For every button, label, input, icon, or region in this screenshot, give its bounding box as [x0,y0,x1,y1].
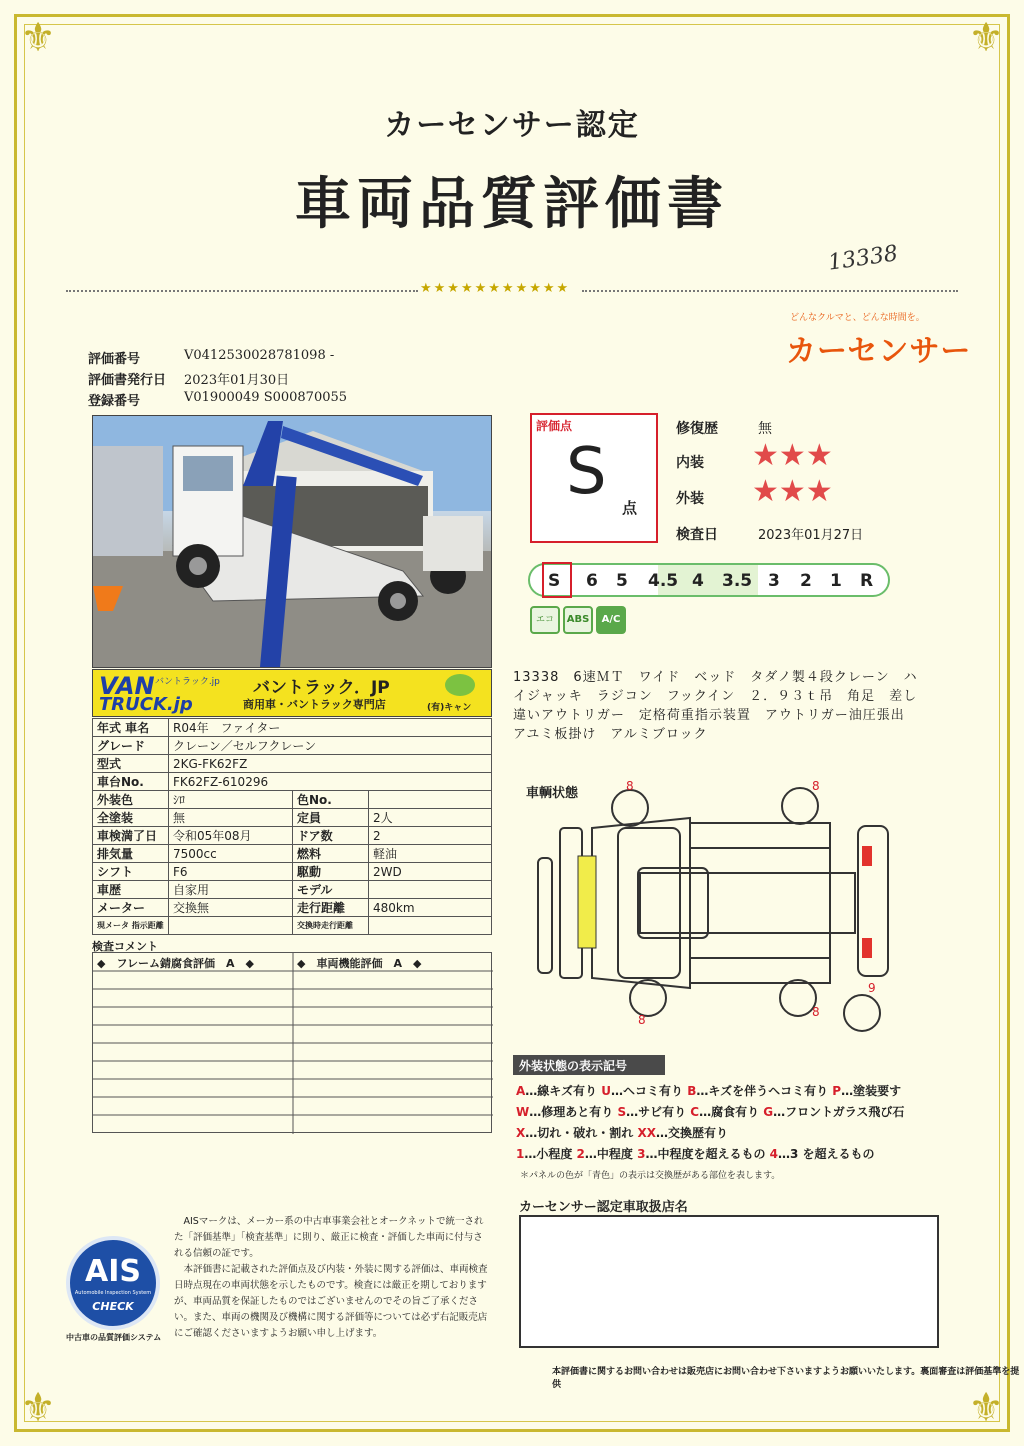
legend-code: 4 [769,1147,778,1161]
vantruck-banner [92,669,492,717]
legend-desc: …フロントガラス飛び石 [773,1105,905,1119]
spec-row [93,863,492,881]
spec-value: ｼﾛ [169,791,293,809]
spec-row [93,845,492,863]
mascot-icon [445,674,475,696]
vehicle-photo [92,415,492,668]
score-box [530,413,658,543]
spec-value [369,791,492,809]
score-scale [528,563,890,597]
scale-step: S [548,571,561,591]
exterior-stars [752,474,833,509]
legend-desc: …小程度 [524,1147,577,1161]
spec-value: 軽油 [369,845,492,863]
spec-value: 480km [369,899,492,917]
ais-logo-text: AIS [85,1254,141,1289]
spec-label: 交換時走行距離 [293,917,369,935]
scale-step: 5 [616,571,628,591]
legend-code: W [516,1105,530,1119]
banner-sub: 商用車・バントラック専門店 [243,698,386,711]
legend-desc: …修理あと有り [529,1105,618,1119]
spec-label: 年式 車名 [93,719,169,737]
exterior-label: 外装 [676,491,704,507]
inspect-date: 2023年01月27日 [758,528,864,543]
ais-paragraph: 本評価書に記載された評価点及び内装・外装に関する評価は、車両検査日時点現在の車両状態を示したものです。検査には厳正を期しておりますが、車両品質を保証したものではございませんのでその旨ご了承ください。また、車両の機関及び機構に関する評価等については必ず右記販売店にご確認くださいますようお願い申し上げます。 [174,1264,488,1339]
spec-label: グレード [93,737,169,755]
diagram-mark: 8 [626,779,634,793]
comment-grid [93,953,493,1134]
spec-row [93,899,492,917]
legend-desc: …中程度 [584,1147,638,1161]
spec-row [93,881,492,899]
ais-caption: 中古車の品質評価システム [66,1333,162,1342]
scale-step: 4.5 [648,571,679,591]
spec-value: 2WD [369,863,492,881]
legend-code: A [516,1084,526,1098]
ais-logo-sub: Automobile Inspection System [74,1290,152,1296]
legend-code: 3 [637,1147,646,1161]
banner-small: バントラック.jp [155,677,220,687]
spec-value: R04年 ファイター [169,719,492,737]
certificate-subtitle: カーセンサー認定 [384,108,640,143]
divider [582,290,958,292]
spec-label: モデル [293,881,369,899]
legend-code: B [687,1084,697,1098]
legend-line-1 [516,1082,901,1099]
issue-date: 2023年01月30日 [184,373,290,388]
spec-label: ドア数 [293,827,369,845]
banner-truck: TRUCK.jp [99,694,193,715]
star-icon: ★ [805,474,833,509]
spec-label: 排気量 [93,845,169,863]
spec-label: 走行距離 [293,899,369,917]
spec-value [369,881,492,899]
eval-no: V0412530028781098 - [184,348,335,363]
inspect-label: 検査日 [676,527,718,543]
spec-row [93,791,492,809]
carsensor-slogan: どんなクルマと、どんな時間を。 [790,313,925,323]
spec-row [93,917,492,935]
ais-explanation [174,1214,492,1342]
ac-badge: A/C [596,606,626,634]
ais-logo [66,1236,160,1330]
score-label: 評価点 [536,419,573,433]
legend-desc: …線キズ有り [525,1084,602,1098]
spec-label: 色No. [293,791,369,809]
spec-value: 2人 [369,809,492,827]
spec-value: 交換無 [169,899,293,917]
spec-value: 2 [369,827,492,845]
banner-main: バントラック．JP [253,678,390,698]
fleur-de-lis-icon: ⚜ [968,1385,1004,1431]
diagram-mark: 8 [638,1013,646,1027]
comment-heading: 検査コメント [92,940,158,953]
spec-table [92,718,492,935]
legend-line-2 [516,1103,904,1120]
fleur-de-lis-icon: ⚜ [20,1385,56,1431]
repair-label: 修復歴 [676,421,718,437]
spec-row [93,827,492,845]
spec-value: 7500cc [169,845,293,863]
legend-note: ＊パネルの色が「青色」の表示は交換歴がある部位を表します。 [520,1171,781,1181]
footer-note: 本評価書に関するお問い合わせは販売店にお問い合わせ下さいますようお願いいたします。裏面審查は評価基準を提供 [552,1367,1020,1390]
score-unit: 点 [622,499,638,517]
fleur-de-lis-icon: ⚜ [968,15,1004,61]
spec-value: 無 [169,809,293,827]
spec-label: 定員 [293,809,369,827]
legend-desc: …塗装要す [841,1084,902,1098]
eco-badge: エコ [530,606,560,634]
spec-row [93,719,492,737]
stars-divider: ★★★★★★★★★★★ [420,281,571,296]
legend-desc: …3 を超えるもの [778,1147,875,1161]
diagram-mark: 8 [812,1005,820,1019]
spec-label: シフト [93,863,169,881]
spec-label: 車台No. [93,773,169,791]
scale-step: 3.5 [722,571,753,591]
ais-check: CHECK [92,1300,134,1313]
legend-desc: …交換歴有り [655,1126,728,1140]
interior-stars [752,438,833,473]
legend-code: P [832,1084,842,1098]
repair-value: 無 [758,421,772,437]
legend-code: XX [637,1126,656,1140]
interior-label: 内装 [676,455,704,471]
spec-row [93,737,492,755]
divider [66,290,418,292]
scale-step: 1 [830,571,842,591]
crane-truck-illustration [93,416,492,668]
spec-value: 自家用 [169,881,293,899]
spec-row [93,773,492,791]
spec-value [169,917,293,935]
legend-heading: 外装状態の表示記号 [513,1055,665,1075]
spec-label: 車歴 [93,881,169,899]
comment-table [92,952,492,1133]
diagram-mark: 9 [868,981,876,995]
star-icon: ★ [752,474,779,509]
spec-value: 令和05年08月 [169,827,293,845]
eval-no-label: 評価番号 [88,352,141,367]
handwritten-number: 13338 [826,241,900,276]
spec-label: 燃料 [293,845,369,863]
legend-line-4 [516,1145,875,1162]
function-eval: ◆ 車両機能評価 A ◆ [297,957,422,970]
fleur-de-lis-icon: ⚜ [20,15,56,61]
spec-label: 駆動 [293,863,369,881]
diagram-title: 車輌状態 [526,786,579,801]
reg-no: V01900049 S000870055 [184,390,348,405]
legend-desc: …腐食有り [699,1105,764,1119]
spec-label: 全塗装 [93,809,169,827]
legend-desc: …キズを伴うヘコミ有り [696,1084,833,1098]
star-icon: ★ [778,438,806,473]
legend-desc: …切れ・破れ・割れ [525,1126,638,1140]
spec-value: F6 [169,863,293,881]
legend-desc: …中程度を超えるもの [645,1147,770,1161]
legend-code: X [516,1126,526,1140]
scale-step: 6 [586,571,598,591]
vehicle-description: 13338 6速ＭＴ ワイド ベッド タダノ製４段クレーン ハイジャッキ ラジコン フックイン ２．９３ｔ吊 角足 差し違いアウトリガー 定格荷重指示装置 アウトリガー油圧張出 アユミ板掛け アルミブロック [513,670,919,742]
frame-eval: ◆ フレーム錆腐食評価 A ◆ [97,957,254,970]
carsensor-logo: カーセンサー [786,334,972,369]
dealer-label: カーセンサー認定車取扱店名 [519,1200,688,1215]
legend-code: U [601,1084,611,1098]
scale-step: 4 [692,571,704,591]
issue-date-label: 評価書発行日 [88,373,167,388]
spec-value: クレーン／セルフクレーン [169,737,492,755]
spec-label: 車検満了日 [93,827,169,845]
legend-code: C [690,1105,700,1119]
dealer-box [519,1215,939,1348]
star-icon: ★ [752,438,779,473]
ais-paragraph: AISマークは、メーカー系の中古車事業会社とオークネットで統一された「評価基準」「検査基準」に則り、厳正に検査・評価した車両に付与される信頼の証です。 [174,1216,484,1259]
scale-step: 2 [800,571,812,591]
certificate-title: 車両品質評価書 [295,171,729,237]
score-value: S [566,435,607,509]
spec-value [369,917,492,935]
legend-code: G [763,1105,774,1119]
spec-label: メーター [93,899,169,917]
reg-no-label: 登録番号 [88,394,141,409]
spec-row [93,755,492,773]
spec-label: 現メータ 指示距離 [93,917,169,935]
spec-label: 型式 [93,755,169,773]
legend-code: 1 [516,1147,525,1161]
star-icon: ★ [805,438,833,473]
legend-code: S [617,1105,627,1119]
scale-step: R [860,571,874,591]
diagram-mark: 8 [812,779,820,793]
vehicle-condition-diagram [530,778,900,1038]
spec-row [93,809,492,827]
spec-value: 2KG-FK62FZ [169,755,492,773]
legend-line-3 [516,1124,728,1141]
scale-step: 3 [768,571,780,591]
spec-value: FK62FZ-610296 [169,773,492,791]
banner-van: VAN [99,672,155,700]
legend-desc: …サビ有り [626,1105,691,1119]
spec-label: 外装色 [93,791,169,809]
legend-code: 2 [576,1147,585,1161]
legend-desc: …ヘコミ有り [611,1084,688,1098]
star-icon: ★ [778,474,806,509]
banner-shop: (有)キャン [427,703,472,713]
abs-badge: ABS [563,606,593,634]
